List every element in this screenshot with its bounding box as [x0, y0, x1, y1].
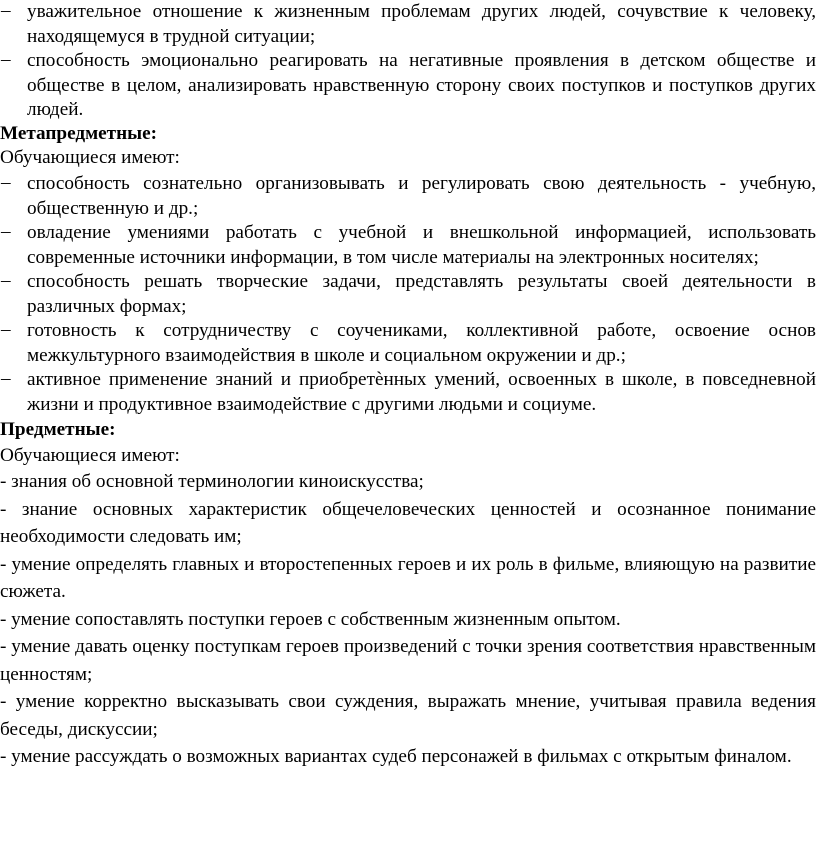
list-item: - умение определять главных и второстепенных героев и их роль в фильме, влияющую на развитие сюжета. — [0, 553, 816, 602]
list-item-text: способность решать творческие задачи, представлять результаты своей деятельности в различных формах; — [27, 271, 816, 317]
list-item: - умение корректно высказывать свои суждения, выражать мнение, учитывая правила ведения беседы, дискуссии; — [0, 691, 816, 740]
list-item-text: способность эмоционально реагировать на негативные проявления в детском обществе и обществе в целом, анализировать нравственную сторону своих поступков и поступков других людей. — [27, 50, 816, 120]
list-item: - умение давать оценку поступкам героев произведений с точки зрения соответствия нравственным ценностям; — [0, 636, 816, 685]
meta-results-list — [0, 172, 816, 417]
list-dash: – — [1, 49, 11, 70]
list-dash: – — [1, 368, 11, 389]
list-item: - умение сопоставлять поступки героев с собственным жизненным опытом. — [0, 608, 621, 630]
list-item — [0, 319, 816, 368]
list-item-text: готовность к сотрудничеству с соучениками, коллективной работе, освоение основ межкультурного взаимодействия в школе и социальном окружении и др.; — [27, 320, 816, 366]
list-item — [0, 172, 816, 221]
list-item: - умение рассуждать о возможных вариантах судеб персонажей в фильмах с открытым финалом. — [0, 746, 792, 767]
meta-intro: Обучающиеся имеют: — [0, 147, 180, 168]
list-item — [0, 49, 816, 123]
list-item-text: способность сознательно организовывать и регулировать свою деятельность - учебную, общественную и др.; — [27, 173, 816, 219]
list-dash: – — [1, 319, 11, 340]
personal-results-list — [0, 0, 816, 123]
list-item — [0, 0, 816, 49]
list-dash: – — [1, 0, 11, 21]
subject-intro: Обучающиеся имеют: — [0, 445, 180, 466]
list-item — [0, 270, 816, 319]
list-dash: – — [1, 172, 11, 193]
subject-results-list — [0, 468, 816, 771]
list-item: - знание основных характеристик общечеловеческих ценностей и осознанное понимание необходимости следовать им; — [0, 498, 816, 547]
list-dash: – — [1, 221, 11, 242]
subject-heading: Предметные: — [0, 419, 116, 440]
list-item-text: активное применение знаний и приобретѐнных умений, освоенных в школе, в повседневной жизни и продуктивное взаимодействие с другими людьми и социуме. — [27, 369, 816, 415]
meta-heading: Метапредметные: — [0, 123, 158, 144]
list-item-text: уважительное отношение к жизненным проблемам других людей, сочувствие к человеку, находящемуся в трудной ситуации; — [27, 1, 816, 47]
list-item — [0, 221, 816, 270]
list-item — [0, 368, 816, 417]
list-dash: – — [1, 270, 11, 291]
list-item: - знания об основной терминологии киноискусства; — [0, 471, 424, 492]
list-item-text: овладение умениями работать с учебной и внешкольной информацией, использовать современные источники информации, в том числе материалы на электронных носителях; — [27, 222, 816, 268]
